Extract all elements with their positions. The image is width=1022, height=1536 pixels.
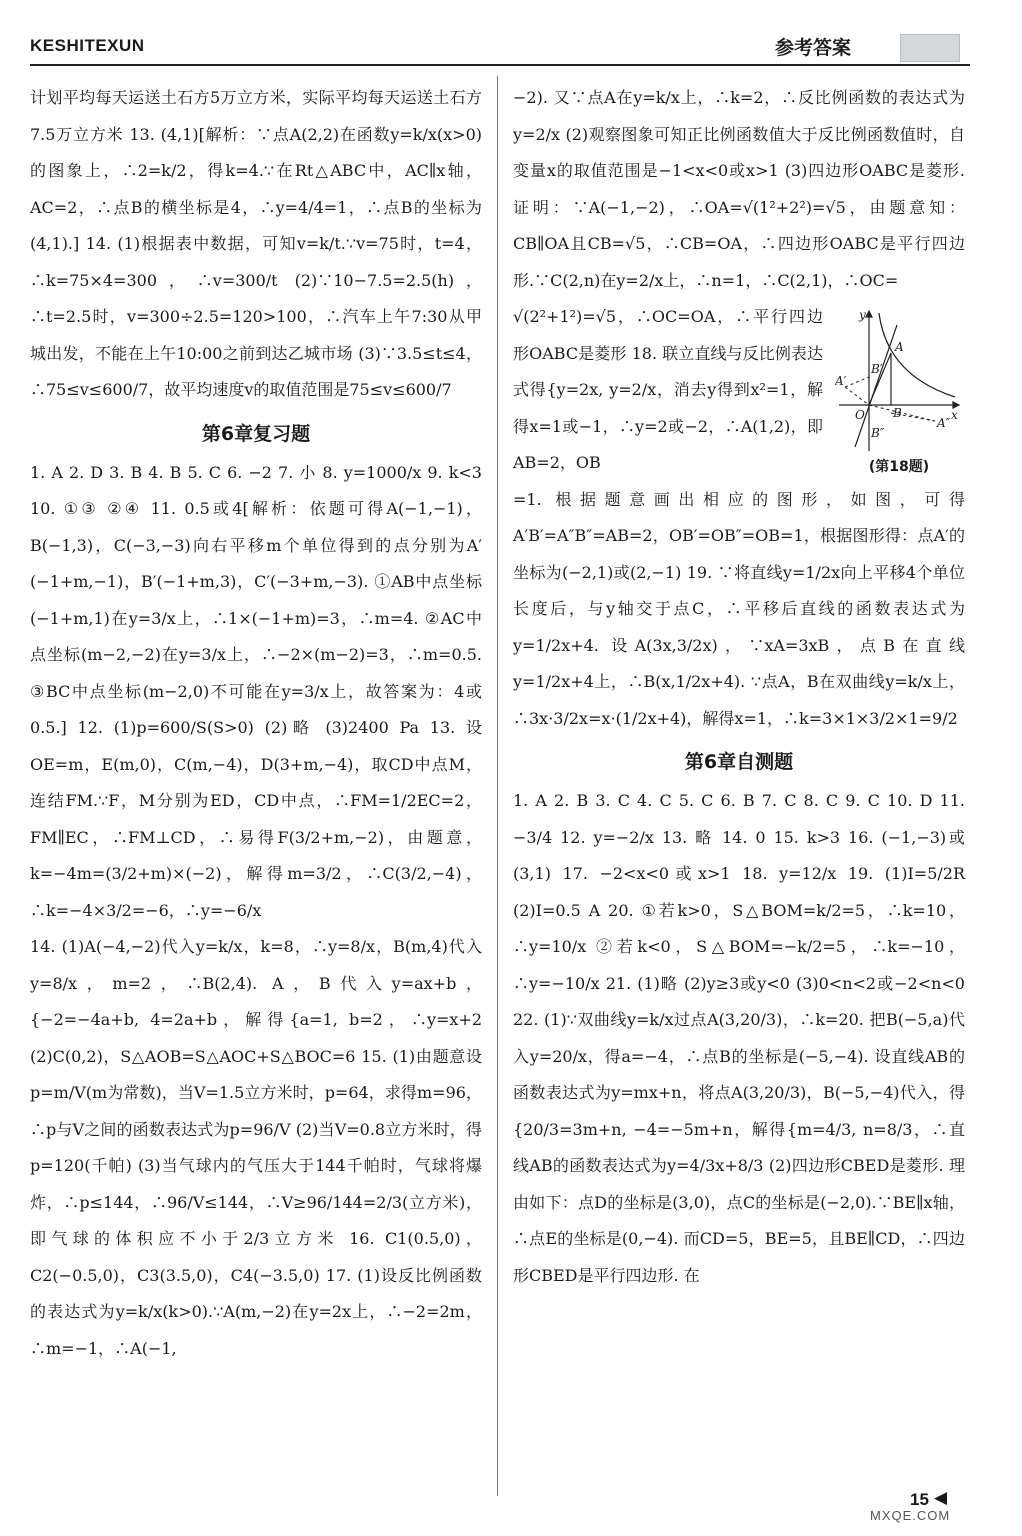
- header-title: 参考答案: [775, 37, 852, 59]
- header-rule: [30, 64, 970, 66]
- figure-label: y: [859, 308, 866, 322]
- brand-name: KESHITEXUN: [30, 36, 145, 55]
- left-column: [30, 80, 482, 1367]
- watermark: MXQE.COM: [870, 1508, 951, 1523]
- figure-label: A: [895, 340, 904, 354]
- figure-caption: (第18题): [868, 459, 930, 475]
- figure-18: [833, 299, 965, 482]
- figure-label: A′: [835, 374, 847, 388]
- answer-paragraph: =1. 根据题意画出相应的图形，如图，可得A′B′=A″B″=AB=2，OB′=OB″=OB=1，根据图形得：点A′的坐标为(−2,1)或(2,−1) 19. ∵将直线y=1/2x向上平移4个单位长度后，与y轴交于点C，∴平移后直线的函数表达式为y=1/2x+4. 设A(3x,3/2x)，∵xA=3xB，点B在直线y=1/2x+4上，∴B(x,1/2x+4). ∵点A，B在双曲线y=k/x上，∴3x·3/2x=x·(1/2x+4)，解得x=1，∴k=3×1×3/2×1=9/2: [513, 489, 965, 728]
- figure-18-graph: [835, 305, 963, 455]
- figure-label: A″: [937, 416, 951, 430]
- section-title-review: 第6章复习题: [201, 422, 311, 445]
- page-arrow-icon: ◀: [934, 1488, 948, 1508]
- page-number: 15: [910, 1490, 929, 1509]
- figure-label: B′: [871, 362, 883, 376]
- text-with-figure: [513, 299, 965, 482]
- figure-label: B″: [871, 426, 885, 440]
- right-column: [513, 80, 965, 1294]
- answer-paragraph: 14. (1)A(−4,−2)代入y=k/x，k=8，∴y=8/x，B(m,4)代入y=8/x，m=2，∴B(2,4). A，B代入y=ax+b，{−2=−4a+b, 4=2a+b，解得{a=1, b=2，∴y=x+2 (2)C(0,2)，S△AOB=S△AOC+S△BOC=6 15. (1)由题意设p=m/V(m为常数)，当V=1.5立方米时，p=64，求得m=96，∴p与V之间的函数表达式为p=96/V (2)当V=0.8立方米时，得p=120(千帕) (3)当气球内的气压大于144千帕时，气球将爆炸，∴p≤144，∴96/V≤144，∴V≥96/144=2/3(立方米)，即气球的体积应不小于2/3立方米 16. C1(0.5,0)，C2(−0.5,0)，C3(3.5,0)，C4(−3.5,0) 17. (1)设反比例函数的表达式为y=k/x(k>0).∵A(m,−2)在y=2x上，∴−2=2m，∴m=−1，∴A(−1,: [30, 937, 482, 1358]
- section-title-selftest: 第6章自测题: [684, 751, 794, 773]
- column-divider: [497, 76, 498, 1496]
- figure-label: O: [855, 408, 865, 422]
- figure-label: x: [951, 408, 958, 422]
- answer-paragraph: 1. A 2. B 3. C 4. C 5. C 6. B 7. C 8. C 9. C 10. D 11. −3/4 12. y=−2/x 13. 略 14. 0 15. k>3 16. (−1,−3)或(3,1) 17. −2<x<0或x>1 18. y=12/x 19. (1)I=5/2R (2)I=0.5 A 20. ①若k>0，S△BOM=k/2=5，∴k=10，∴y=10/x ②若k<0，S△BOM=−k/2=5，∴k=−10，∴y=−10/x 21. (1)略 (2)y≥3或y<0 (3)0<n<2或−2<n<0 22. (1)∵双曲线y=k/x过点A(3,20/3)，∴k=20. 把B(−5,a)代入y=20/x，得a=−4，∴点B的坐标是(−5,−4). 设直线AB的函数表达式为y=mx+n，将点A(3,20/3)，B(−5,−4)代入，得{20/3=3m+n, −4=−5m+n，解得{m=4/3, n=8/3，∴直线AB的函数表达式为y=4/3x+8/3 (2)四边形CBED是菱形. 理由如下：点D的坐标是(3,0)，点C的坐标是(−2,0).∵BE∥x轴，∴点E的坐标是(0,−4). 而CD=5，BE=5，且BE∥CD，∴四边形CBED是平行四边形. 在: [513, 791, 965, 1285]
- answer-paragraph: 计划平均每天运送土石方5万立方米，实际平均每天运送土石方7.5万立方米 13. (4,1)[解析：∵点A(2,2)在函数y=k/x(x>0)的图象上，∴2=k/2，得k=4.∵在Rt△ABC中，AC∥x轴，AC=2，∴点B的横坐标是4，∴y=4/4=1，∴点B的坐标为(4,1).] 14. (1)根据表中数据，可知v=k/t.∵v=75时，t=4，∴k=75×4=300，∴v=300/t (2)∵10−7.5=2.5(h)，∴t=2.5时，v=300÷2.5=120>100，∴汽车上午7:30从甲城出发，不能在上午10:00之前到达乙城市场 (3)∵3.5≤t≤4，∴75≤v≤600/7，故平均速度v的取值范围是75≤v≤600/7: [30, 88, 482, 399]
- header-decoration: [900, 34, 960, 62]
- figure-label: B: [893, 406, 902, 420]
- page-footer: [870, 1480, 1000, 1523]
- answer-paragraph: √(2²+1²)=√5，∴OC=OA，∴平行四边形OABC是菱形 18. 联立直线与反比例表达式得{y=2x, y=2/x，消去y得到x²=1，解得x=1或−1，∴y=2或−2，∴A(1,2)，即AB=2，OB: [513, 307, 823, 472]
- answer-paragraph: 1. A 2. D 3. B 4. B 5. C 6. −2 7. 小 8. y=1000/x 9. k<3 10. ①③ ②④ 11. 0.5或4[解析：依题可得A(−1,−1)，B(−1,3)，C(−3,−3)向右平移m个单位得到的点分别为A′(−1+m,−1)，B′(−1+m,3)，C′(−3+m,−3). ①AB中点坐标(−1+m,1)在y=3/x上，∴1×(−1+m)=3，∴m=4. ②AC中点坐标(m−2,−2)在y=3/x上，∴−2×(m−2)=3，∴m=0.5. ③BC中点坐标(m−2,0)不可能在y=3/x上，故答案为：4或0.5.] 12. (1)p=600/S(S>0) (2)略 (3)2400 Pa 13. 设OE=m，E(m,0)，C(m,−4)，D(3+m,−4)，取CD中点M，连结FM.∵F，M分别为ED，CD中点，∴FM=1/2EC=2，FM∥EC，∴FM⊥CD，∴易得F(3/2+m,−2)，由题意，k=−4m=(3/2+m)×(−2)，解得m=3/2，∴C(3/2,−4)，∴k=−4×3/2=−6，∴y=−6/x: [30, 462, 482, 920]
- page-header: [30, 28, 970, 68]
- answer-paragraph: −2). 又∵点A在y=k/x上，∴k=2，∴反比例函数的表达式为y=2/x (2)观察图象可知正比例函数值大于反比例函数值时，自变量x的取值范围是−1<x<0或x>1 (3)四边形OABC是菱形. 证明：∵A(−1,−2)，∴OA=√(1²+2²)=√5，由题意知：CB∥OA且CB=√5，∴CB=OA，∴四边形OABC是平行四边形.∵C(2,n)在y=2/x上，∴n=1，∴C(2,1)，∴OC=: [513, 88, 965, 290]
